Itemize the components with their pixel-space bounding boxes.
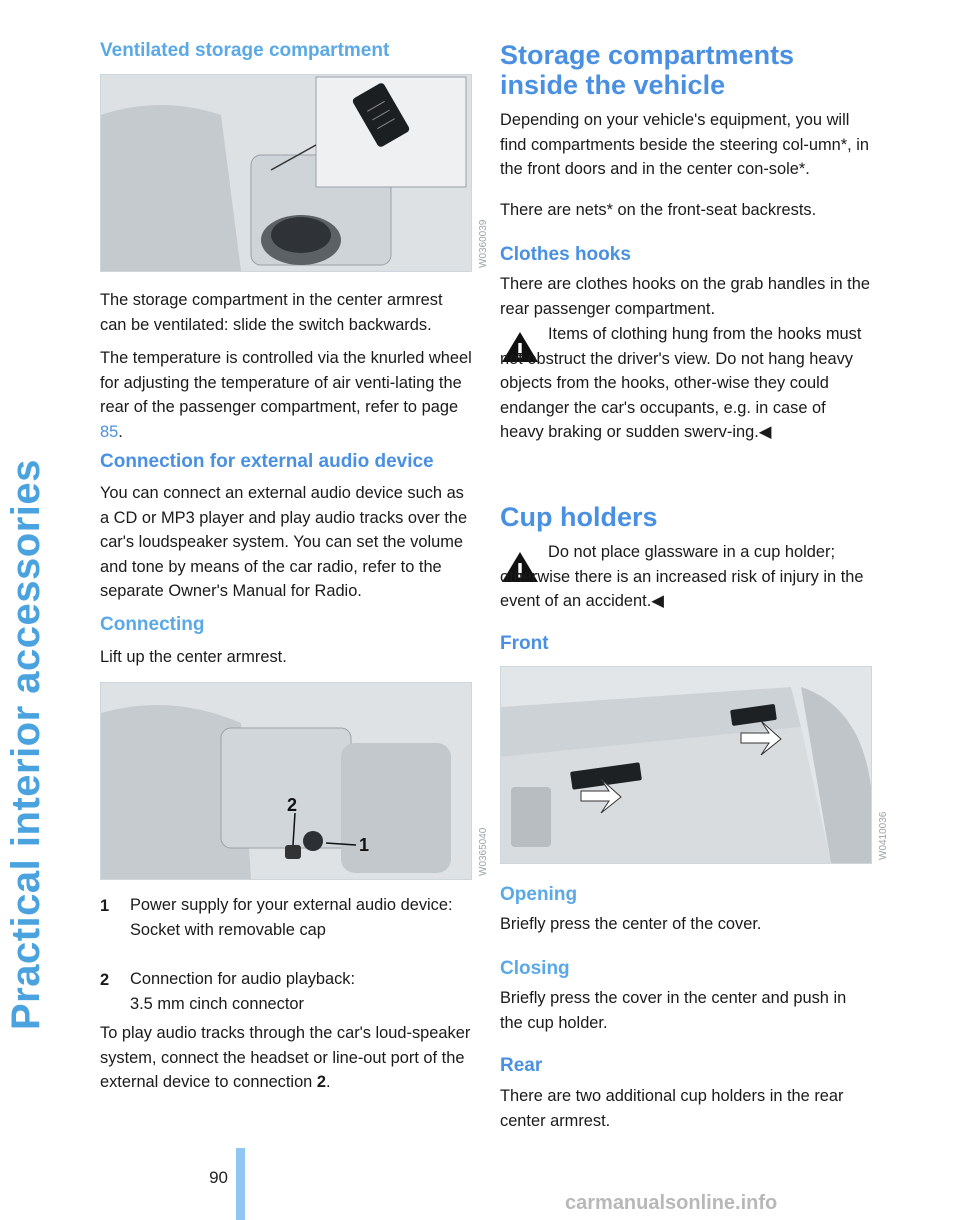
ventilated-paragraph-2-text: The temperature is controlled via the knurled wheel for adjusting the temperature of air venti-lating the rear of the passenger compartment, refer to page [100,349,472,416]
cup-warning-text [500,540,872,614]
audio-connection-image [100,682,472,880]
site-watermark: carmanualsonline.info [565,1192,778,1214]
ventilated-paragraph-2-end: . [118,422,123,441]
list-item-2 [130,967,460,1016]
ventilated-paragraph-1: The storage compartment in the center armrest can be ventilated: slide the switch backwards. [100,291,443,334]
closing-paragraph: Briefly press the cover in the center and push in the cup holder. [500,989,847,1032]
playback-connection-ref: 2 [316,1073,326,1091]
front-cupholder-illustration [501,667,871,863]
audio-paragraph: You can connect an external audio device such as a CD or MP3 player and play audio tracks over the car's loudspeaker system. You can set the volume and tone by means of the car radio, refer to the separate Owner's Manual for Radio. [100,484,468,600]
ventilated-paragraph-2 [100,346,472,444]
heading-rear: Rear [500,1055,543,1076]
heading-connecting: Connecting [100,614,205,635]
rear-paragraph: There are two additional cup holders in the rear center armrest. [500,1087,844,1130]
cup-warning-body: Do not place glassware in a cup holder; otherwise there is an increased risk of injury in the event of an accident. [500,543,864,610]
sidebar-section-title [0,0,60,1160]
callout-1: 1 [359,835,370,855]
end-mark-icon: ◀ [758,423,772,441]
playback-paragraph-end: . [325,1073,331,1091]
hooks-warning-body: Items of clothing hung from the hooks must not obstruct the driver's view. Do not hang heavy objects from the hooks, other-wise they could endanger the car's occupants, e.g. in case of heavy braking or sudden swerv-ing. [500,325,862,441]
list-item-2-line-1: Connection for audio playback: [130,970,356,988]
heading-clothes-hooks: Clothes hooks [500,244,631,265]
opening-paragraph: Briefly press the center of the cover. [500,915,762,933]
list-item-1-line-1: Power supply for your external audio device: [130,896,453,914]
list-item-1 [130,893,460,942]
heading-external-audio: Connection for external audio device [100,451,434,472]
ventilated-storage-image [100,74,472,272]
page-ref-link-85[interactable]: 85 [100,422,119,441]
list-item-1-line-2: Socket with removable cap [130,920,326,939]
storage-paragraph-2: There are nets* on the front-seat backrests. [500,201,817,219]
list-item-2-line-2: 3.5 mm cinch connector [130,994,304,1013]
connecting-paragraph: Lift up the center armrest. [100,648,287,666]
playback-paragraph-text: To play audio tracks through the car's loud-speaker system, connect the headset or line-out port of the external device to connection [100,1024,471,1091]
list-item-2-number: 2 [100,971,110,989]
end-mark-icon: ◀ [651,592,664,610]
heading-closing: Closing [500,958,570,979]
playback-paragraph [100,1021,472,1095]
sidebar-title-text: Practical interior accessories [4,459,48,1030]
storage-paragraph-1: Depending on your vehicle's equipment, you will find compartments beside the steering col-umn*, in the front doors and in the center con-sole*. [500,111,869,178]
page-number: 90 [209,1168,228,1187]
page-accent-bar [236,1148,245,1220]
image-code-3: W0410036 [878,811,889,860]
hooks-warning-text [500,322,872,445]
audio-connection-illustration [101,683,471,879]
image-code-2: W0365040 [478,827,489,876]
heading-ventilated-storage: Ventilated storage compartment [100,40,390,61]
heading-storage-compartments: Storage compartments inside the vehicle [500,40,795,100]
list-item-1-number: 1 [100,897,110,915]
ventilated-storage-illustration [101,75,471,271]
image-code-1: W0360039 [478,219,489,268]
callout-2: 2 [287,795,298,815]
hooks-paragraph: There are clothes hooks on the grab handles in the rear passenger compartment. [500,275,870,318]
front-cupholder-image [500,666,872,864]
heading-cup-holders: Cup holders [500,502,658,532]
heading-opening: Opening [500,884,578,905]
heading-front: Front [500,633,549,654]
